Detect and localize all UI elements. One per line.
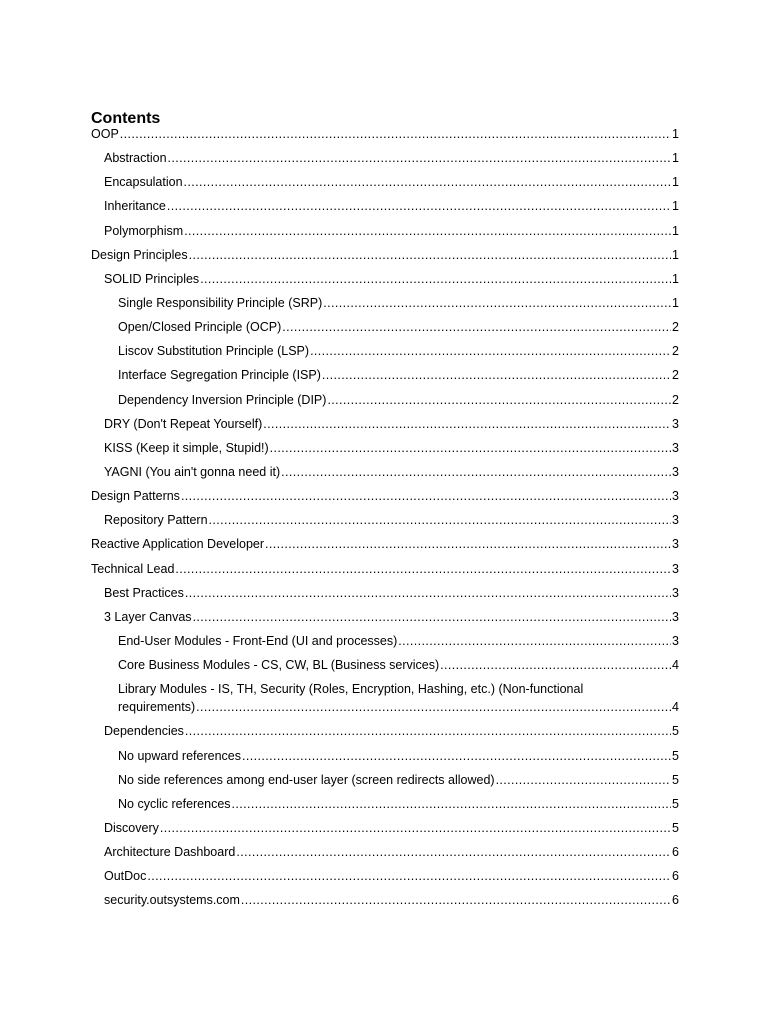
toc-dot-leader [322, 366, 671, 384]
toc-dot-leader [168, 149, 672, 167]
toc-page-number: 2 [672, 320, 679, 335]
toc-dot-leader [167, 197, 671, 215]
toc-dot-leader [175, 560, 671, 578]
toc-page-number: 3 [672, 537, 679, 552]
toc-entry-line [104, 891, 679, 909]
toc-page-number: 2 [672, 392, 679, 407]
toc-dot-leader [236, 843, 671, 861]
toc-entry[interactable] [91, 318, 679, 336]
toc-entry-label-continued: requirements) [118, 700, 196, 715]
toc-entry[interactable] [91, 843, 679, 861]
toc-entry[interactable] [91, 560, 679, 578]
toc-page-number: 1 [672, 295, 679, 310]
toc-entry-line [118, 391, 679, 409]
toc-entry[interactable] [91, 294, 679, 312]
toc-entry[interactable] [91, 771, 679, 789]
toc-entry-line [104, 843, 679, 861]
toc-page-number: 1 [672, 175, 679, 190]
toc-entry-line [118, 632, 679, 650]
toc-entry-label: KISS (Keep it simple, Stupid!) [104, 440, 269, 455]
toc-dot-leader [232, 795, 672, 813]
toc-entry-label: Open/Closed Principle (OCP) [118, 320, 282, 335]
toc-page-number: 3 [672, 633, 679, 648]
toc-entry-line [104, 197, 679, 215]
toc-entry[interactable] [91, 439, 679, 457]
toc-entry-line [104, 270, 679, 288]
toc-entry[interactable] [91, 366, 679, 384]
toc-dot-leader [327, 391, 671, 409]
toc-entry-label: 3 Layer Canvas [104, 609, 192, 624]
toc-entry-label: Dependency Inversion Principle (DIP) [118, 392, 327, 407]
toc-entry-label: Single Responsibility Principle (SRP) [118, 295, 323, 310]
toc-list [91, 125, 679, 909]
toc-entry-line [91, 125, 679, 143]
toc-entry-label: Encapsulation [104, 175, 183, 190]
toc-dot-leader [398, 632, 671, 650]
toc-entry[interactable] [91, 795, 679, 813]
toc-entry[interactable] [91, 608, 679, 626]
toc-entry[interactable] [91, 632, 679, 650]
toc-entry-label: OutDoc [104, 869, 147, 884]
toc-entry-line [118, 342, 679, 360]
toc-page-number: 1 [672, 271, 679, 286]
toc-entry-line [118, 747, 679, 765]
toc-page-number: 6 [672, 845, 679, 860]
toc-entry-line [104, 511, 679, 529]
toc-entry-line [104, 608, 679, 626]
toc-entry[interactable] [91, 487, 679, 505]
toc-entry-line [104, 149, 679, 167]
toc-dot-leader [440, 656, 671, 674]
toc-page-number: 2 [672, 344, 679, 359]
toc-entry-line [118, 771, 679, 789]
toc-dot-leader [241, 891, 671, 909]
toc-entry-label: Architecture Dashboard [104, 845, 236, 860]
toc-page-number: 3 [672, 440, 679, 455]
toc-dot-leader [496, 771, 671, 789]
toc-entry[interactable] [91, 415, 679, 433]
toc-entry-label: Reactive Application Developer [91, 537, 265, 552]
toc-dot-leader [281, 463, 671, 481]
toc-page-number: 3 [672, 561, 679, 576]
toc-dot-leader [160, 819, 671, 837]
toc-page-number: 3 [672, 609, 679, 624]
toc-entry[interactable] [91, 747, 679, 765]
toc-dot-leader [120, 125, 671, 143]
toc-entry[interactable] [91, 173, 679, 191]
toc-dot-leader [263, 415, 671, 433]
toc-page-number: 3 [672, 464, 679, 479]
toc-dot-leader [196, 698, 671, 716]
toc-dot-leader [185, 584, 671, 602]
toc-entry-label: SOLID Principles [104, 271, 200, 286]
toc-page-number: 4 [672, 658, 679, 673]
toc-dot-leader [184, 173, 672, 191]
toc-dot-leader [147, 867, 671, 885]
toc-entry-line [91, 246, 679, 264]
toc-dot-leader [181, 487, 671, 505]
toc-entry-label: Best Practices [104, 585, 184, 600]
toc-page-number: 1 [672, 127, 679, 141]
toc-entry-label: No side references among end-user layer (screen redirects allowed) [118, 772, 495, 787]
toc-entry-line [118, 366, 679, 384]
toc-entry[interactable] [91, 222, 679, 240]
toc-entry-label: Liscov Substitution Principle (LSP) [118, 344, 310, 359]
toc-page-number: 6 [672, 869, 679, 884]
toc-entry[interactable] [91, 270, 679, 288]
toc-page-number: 5 [672, 772, 679, 787]
toc-dot-leader [184, 222, 671, 240]
toc-entry-line [91, 487, 679, 505]
toc-entry-label: Repository Pattern [104, 513, 208, 528]
toc-entry-label: DRY (Don't Repeat Yourself) [104, 416, 263, 431]
toc-page-number: 3 [672, 489, 679, 504]
toc-entry[interactable] [91, 891, 679, 909]
toc-entry[interactable] [91, 125, 679, 143]
toc-entry-label: Design Principles [91, 247, 188, 262]
toc-entry-label: Inheritance [104, 199, 166, 214]
toc-title: Contents [91, 110, 161, 127]
toc-entry[interactable] [91, 722, 679, 740]
toc-entry[interactable] [91, 680, 679, 716]
toc-entry[interactable] [91, 197, 679, 215]
table-of-contents [91, 108, 679, 909]
toc-page-number: 3 [672, 513, 679, 528]
toc-entry-label: security.outsystems.com [104, 893, 240, 908]
toc-entry-label: YAGNI (You ain't gonna need it) [104, 464, 281, 479]
toc-entry-line [91, 535, 679, 553]
toc-dot-leader [193, 608, 671, 626]
toc-entry-line [104, 867, 679, 885]
toc-entry[interactable] [91, 463, 679, 481]
toc-entry[interactable] [91, 391, 679, 409]
toc-page-number: 6 [672, 893, 679, 908]
toc-entry-line [118, 656, 679, 674]
toc-entry[interactable] [91, 584, 679, 602]
toc-entry-label: Discovery [104, 820, 159, 835]
toc-entry-label: Abstraction [104, 151, 167, 166]
toc-page-number: 4 [672, 700, 679, 715]
toc-dot-leader [265, 535, 671, 553]
toc-dot-leader [185, 722, 671, 740]
toc-page-number: 1 [672, 151, 679, 166]
toc-entry-line [104, 222, 679, 240]
toc-page-number: 1 [672, 223, 679, 238]
toc-entry[interactable] [91, 342, 679, 360]
toc-page-number: 5 [672, 748, 679, 763]
toc-entry-label: Interface Segregation Principle (ISP) [118, 368, 321, 383]
toc-entry-label: Core Business Modules - CS, CW, BL (Business services) [118, 658, 440, 673]
toc-entry-line [118, 795, 679, 813]
toc-entry-line [104, 439, 679, 457]
toc-entry[interactable] [91, 246, 679, 264]
toc-entry-line [118, 294, 679, 312]
toc-entry-label: End-User Modules - Front-End (UI and processes) [118, 633, 398, 648]
toc-dot-leader [270, 439, 671, 457]
toc-entry-line [104, 463, 679, 481]
toc-entry[interactable] [91, 149, 679, 167]
toc-dot-leader [310, 342, 671, 360]
toc-entry-line [118, 698, 679, 716]
toc-page-number: 3 [672, 585, 679, 600]
toc-dot-leader [189, 246, 671, 264]
toc-dot-leader [209, 511, 672, 529]
toc-page-number: 5 [672, 724, 679, 739]
toc-dot-leader [282, 318, 671, 336]
toc-entry-label: No upward references [118, 748, 241, 763]
toc-entry[interactable] [91, 535, 679, 553]
toc-dot-leader [323, 294, 671, 312]
toc-entry[interactable] [91, 867, 679, 885]
toc-page-number: 2 [672, 368, 679, 383]
toc-entry-label: Polymorphism [104, 223, 184, 238]
toc-entry[interactable] [91, 819, 679, 837]
toc-entry-line [118, 318, 679, 336]
toc-entry-label: Library Modules - IS, TH, Security (Roles, Encryption, Hashing, etc.) (Non-functional [118, 682, 584, 697]
toc-entry-label: Dependencies [104, 724, 184, 739]
toc-entry-line [91, 560, 679, 578]
toc-dot-leader [200, 270, 671, 288]
toc-page-number: 5 [672, 796, 679, 811]
toc-page-number: 1 [672, 247, 679, 262]
toc-page-number: 1 [672, 199, 679, 214]
toc-entry-line [104, 584, 679, 602]
toc-entry-line [104, 415, 679, 433]
toc-entry-label: No cyclic references [118, 796, 231, 811]
toc-entry[interactable] [91, 656, 679, 674]
toc-dot-leader [242, 747, 671, 765]
toc-entry-label: Technical Lead [91, 561, 175, 576]
toc-page-number: 3 [672, 416, 679, 431]
toc-entry-line [104, 173, 679, 191]
toc-entry-label: Design Patterns [91, 489, 180, 504]
toc-entry-line [104, 722, 679, 740]
toc-page-number: 5 [672, 820, 679, 835]
toc-entry-label: OOP [91, 127, 119, 141]
toc-entry[interactable] [91, 511, 679, 529]
toc-entry-line [104, 819, 679, 837]
